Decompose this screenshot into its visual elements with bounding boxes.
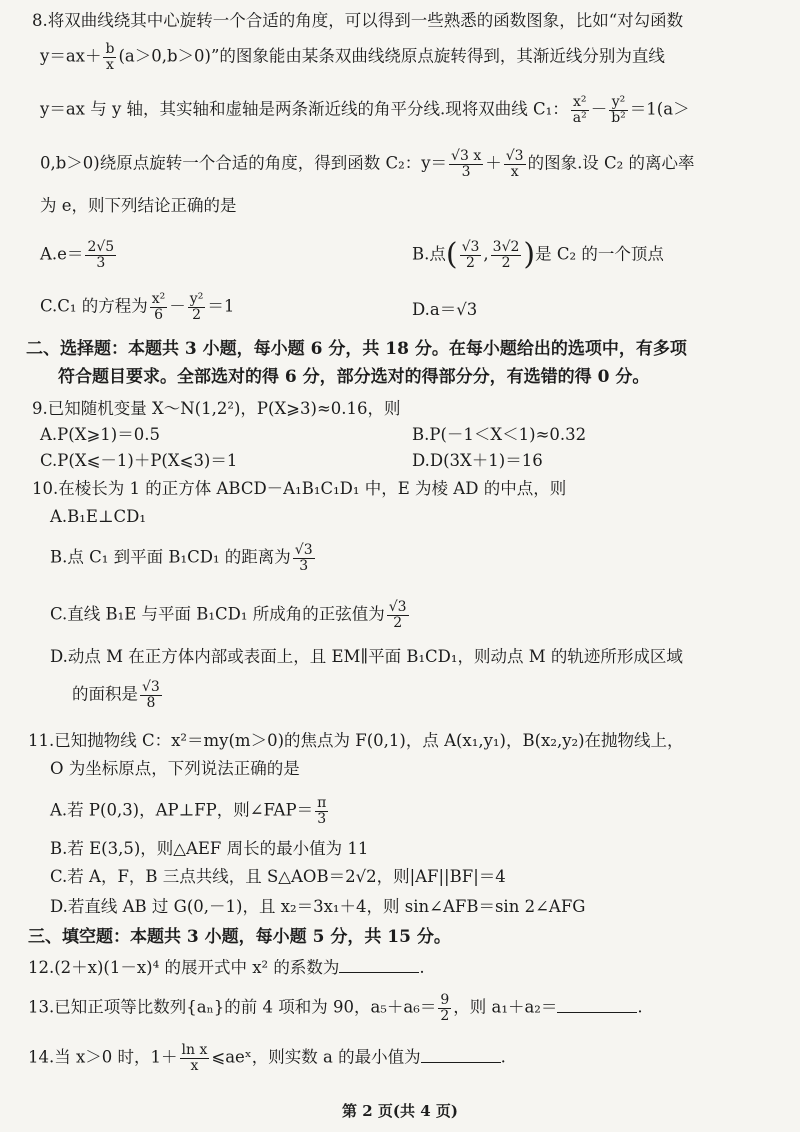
fraction: $\frac{9}{2}$ (440, 992, 450, 1024)
question-text: ⩽aeˣ，则实数 a 的最小值为 (211, 1047, 421, 1067)
fraction: $\frac{\text{ln x}}{x}$ (181, 1042, 208, 1074)
answer-blank[interactable] (557, 996, 637, 1013)
q11-line-2: O 为坐标原点，下列说法正确的是 (50, 759, 300, 778)
comma: , (483, 244, 489, 264)
operator: ＋ (485, 153, 502, 173)
q11-line-1: 11.已知抛物线 C：x²＝my(m＞0)的焦点为 F(0,1)，点 A(x₁,y₁)，B(x₂,y₂)在抛物线上， (28, 731, 684, 750)
fraction: $\frac{\text{y²}}{\text{b²}}$ (611, 94, 626, 126)
fraction: $\frac{√3}{8}$ (142, 679, 160, 711)
section-3-title: 三、填空题：本题共 3 小题，每小题 5 分，共 15 分。 (28, 927, 451, 947)
option-text: 的面积是 (72, 684, 138, 704)
q8-line-2 (40, 42, 800, 72)
fraction: $\frac{3√2}{2}$ (492, 239, 520, 271)
q9-option-a: A.P(X⩾1)＝0.5 (40, 425, 160, 444)
fraction: $\frac{√3}{2}$ (461, 239, 480, 271)
q8-option-d: D.a＝√3 (412, 300, 478, 319)
q14 (28, 1043, 800, 1073)
right-paren: ) (523, 237, 536, 273)
q11-option-c: C.若 A，F，B 三点共线，且 S△AOB＝2√2，则|AF||BF|＝4 (50, 867, 506, 886)
q8-text: 0,b＞0)绕原点旋转一个合适的角度，得到函数 C₂：y＝ (40, 153, 448, 173)
option-text: C.直线 B₁E 与平面 B₁CD₁ 所成角的正弦值为 (50, 604, 385, 624)
q8-text: y＝ax 与 y 轴，其实轴和虚轴是两条渐近线的角平分线.现将双曲线 C₁： (40, 99, 569, 119)
period: . (637, 997, 643, 1017)
fraction: $\frac{√3 x}{3}$ (451, 148, 482, 180)
answer-blank[interactable] (421, 1046, 501, 1063)
fraction: $\frac{\text{y²}}{2}$ (189, 291, 204, 323)
section-2-title: 二、选择题：本题共 3 小题，每小题 6 分，共 18 分。在每小题给出的选项中，有多项 (26, 339, 687, 359)
fraction: $\frac{√3}{x}$ (505, 148, 524, 180)
q11-option-a (50, 796, 800, 826)
q9-option-b: B.P(－1＜X＜1)≈0.32 (412, 425, 587, 444)
q8-option-b (412, 237, 800, 273)
fraction: $\frac{\text{x²}}{6}$ (151, 291, 166, 323)
left-paren: ( (445, 237, 458, 273)
fraction: $\frac{\text{x²}}{\text{a²}}$ (572, 94, 587, 126)
q10-option-d-line-2 (72, 680, 800, 710)
q13 (28, 993, 800, 1023)
q8-line-1: 8.将双曲线绕其中心旋转一个合适的角度，可以得到一些熟悉的函数图象，比如“对勾函数 (32, 11, 684, 30)
q11-option-b: B.若 E(3,5)，则△AEF 周长的最小值为 11 (50, 839, 369, 858)
q8-line-4 (40, 149, 800, 179)
option-text: B.点 C₁ 到平面 B₁CD₁ 的距离为 (50, 547, 291, 567)
option-text: ＝1 (207, 296, 235, 316)
fraction: $\frac{√3}{3}$ (294, 542, 313, 574)
answer-blank[interactable] (339, 956, 419, 973)
q12 (28, 956, 800, 979)
option-text: A.若 P(0,3)，AP⊥FP，则∠FAP＝ (50, 800, 314, 820)
q8-text: (a＞0,b＞0)”的图象能由某条双曲线绕原点旋转得到，其渐近线分别为直线 (118, 46, 665, 66)
question-text: 12.(2＋x)(1－x)⁴ 的展开式中 x² 的系数为 (28, 958, 340, 977)
q10-option-d-line-1: D.动点 M 在正方体内部或表面上，且 EM∥平面 B₁CD₁，则动点 M 的轨迹所形成区域 (50, 647, 683, 666)
q9-stem: 9.已知随机变量 X～N(1,2²)，P(X⩾3)≈0.16，则 (32, 399, 401, 418)
q11-option-d: D.若直线 AB 过 G(0,－1)，且 x₂＝3x₁＋4，则 sin∠AFB＝sin 2∠AFG (50, 897, 586, 916)
q8-formula-text: y＝ax＋ (40, 46, 102, 66)
operator: － (169, 296, 186, 316)
section-2-instructions: 符合题目要求。全部选对的得 6 分，部分选对的得部分分，有选错的得 0 分。 (58, 367, 650, 387)
option-label: A.e＝ (40, 244, 84, 264)
fraction: $\frac{\pi}{3}$ (317, 795, 327, 827)
operator: － (590, 99, 608, 119)
option-label: C.C₁ 的方程为 (40, 296, 148, 316)
period: . (500, 1047, 506, 1067)
fraction: $\frac{b}{x}$ (105, 41, 115, 73)
q10-option-b (50, 543, 800, 573)
q10-option-c (50, 600, 800, 630)
q9-option-d: D.D(3X＋1)＝16 (412, 451, 543, 470)
question-text: 14.当 x＞0 时，1＋ (28, 1047, 178, 1067)
page-footer: 第 2 页(共 4 页) (342, 1102, 458, 1120)
q10-option-a: A.B₁E⊥CD₁ (50, 507, 146, 526)
q10-stem: 10.在棱长为 1 的正方体 ABCD－A₁B₁C₁D₁ 中，E 为棱 AD 的中点，则 (32, 479, 567, 498)
q8-text: ＝1(a＞ (629, 99, 690, 119)
q9-option-c: C.P(X⩽－1)＋P(X⩽3)＝1 (40, 451, 238, 470)
option-text: 是 C₂ 的一个顶点 (535, 244, 664, 264)
q8-text: 的图象.设 C₂ 的离心率 (527, 153, 695, 173)
question-text: ，则 a₁＋a₂＝ (453, 997, 558, 1017)
fraction: $\frac{√3}{2}$ (388, 599, 407, 631)
question-text: 13.已知正项等比数列{aₙ}的前 4 项和为 90，a₅＋a₆＝ (28, 997, 437, 1017)
fraction: $\frac{2√5}{3}$ (87, 239, 115, 271)
q8-line-5: 为 e，则下列结论正确的是 (40, 196, 237, 215)
period: . (419, 958, 425, 977)
q8-line-3 (40, 95, 800, 125)
option-label: B.点 (412, 244, 446, 264)
